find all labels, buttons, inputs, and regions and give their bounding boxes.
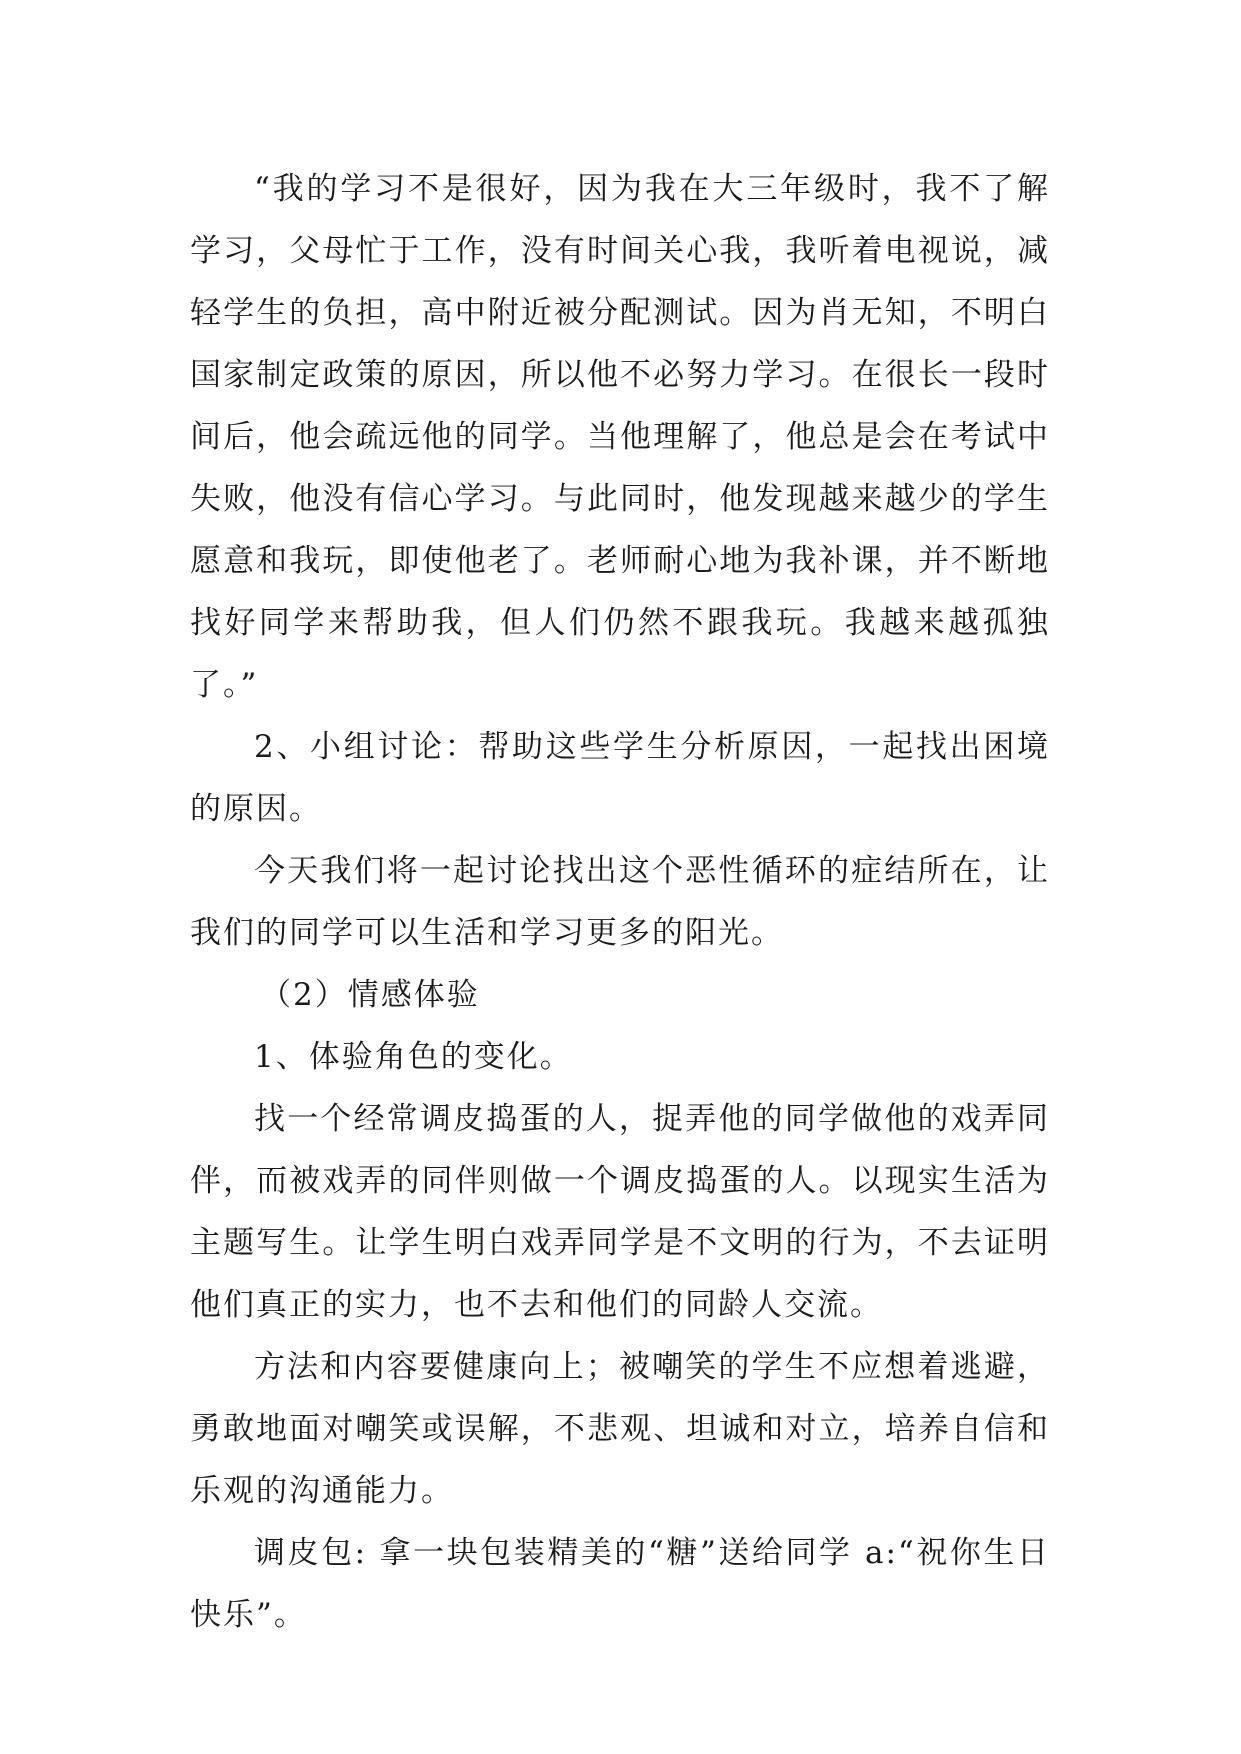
naughty-bag-paragraph: 调皮包: 拿一块包装精美的“糖”送给同学 a:“祝你生日快乐”。 — [190, 1535, 1050, 1633]
today-discussion-paragraph: 今天我们将一起讨论找出这个恶性循环的症结所在，让我们的同学可以生活和学习更多的阳光。 — [190, 853, 1050, 951]
quote-paragraph: “我的学习不是很好，因为我在大三年级时，我不了解学习，父母忙于工作，没有时间关心我，我听着电视说，减轻学生的负担，高中附近被分配测试。因为肖无知，不明白国家制定政策的原因，所以他不必努力学习。在很长一段时间后，他会疏远他的同学。当他理解了，他总是会在考试中失败，他没有信心学习。与此同时，他发现越来越少的学生愿意和我玩，即使他老了。老师耐心地为我补课，并不断地找好同学来帮助我，但人们仍然不跟我玩。我越来越孤独了。” — [190, 171, 1050, 703]
method-content-paragraph: 方法和内容要健康向上；被嘲笑的学生不应想着逃避，勇敢地面对嘲笑或误解，不悲观、坦诚和对立，培养自信和乐观的沟通能力。 — [190, 1349, 1050, 1509]
prank-roleplay-paragraph: 找一个经常调皮捣蛋的人，捉弄他的同学做他的戏弄同伴，而被戏弄的同伴则做一个调皮捣蛋的人。以现实生活为主题写生。让学生明白戏弄同学是不文明的行为，不去证明他们真正的实力，也不去和他们的同龄人交流。 — [190, 1101, 1050, 1323]
document-body — [190, 158, 1050, 1646]
section-heading-emotional-experience: （2）情感体验 — [260, 977, 480, 1013]
role-change-paragraph: 1、体验角色的变化。 — [254, 1039, 573, 1075]
group-discussion-paragraph: 2、小组讨论：帮助这些学生分析原因，一起找出困境的原因。 — [190, 729, 1050, 827]
